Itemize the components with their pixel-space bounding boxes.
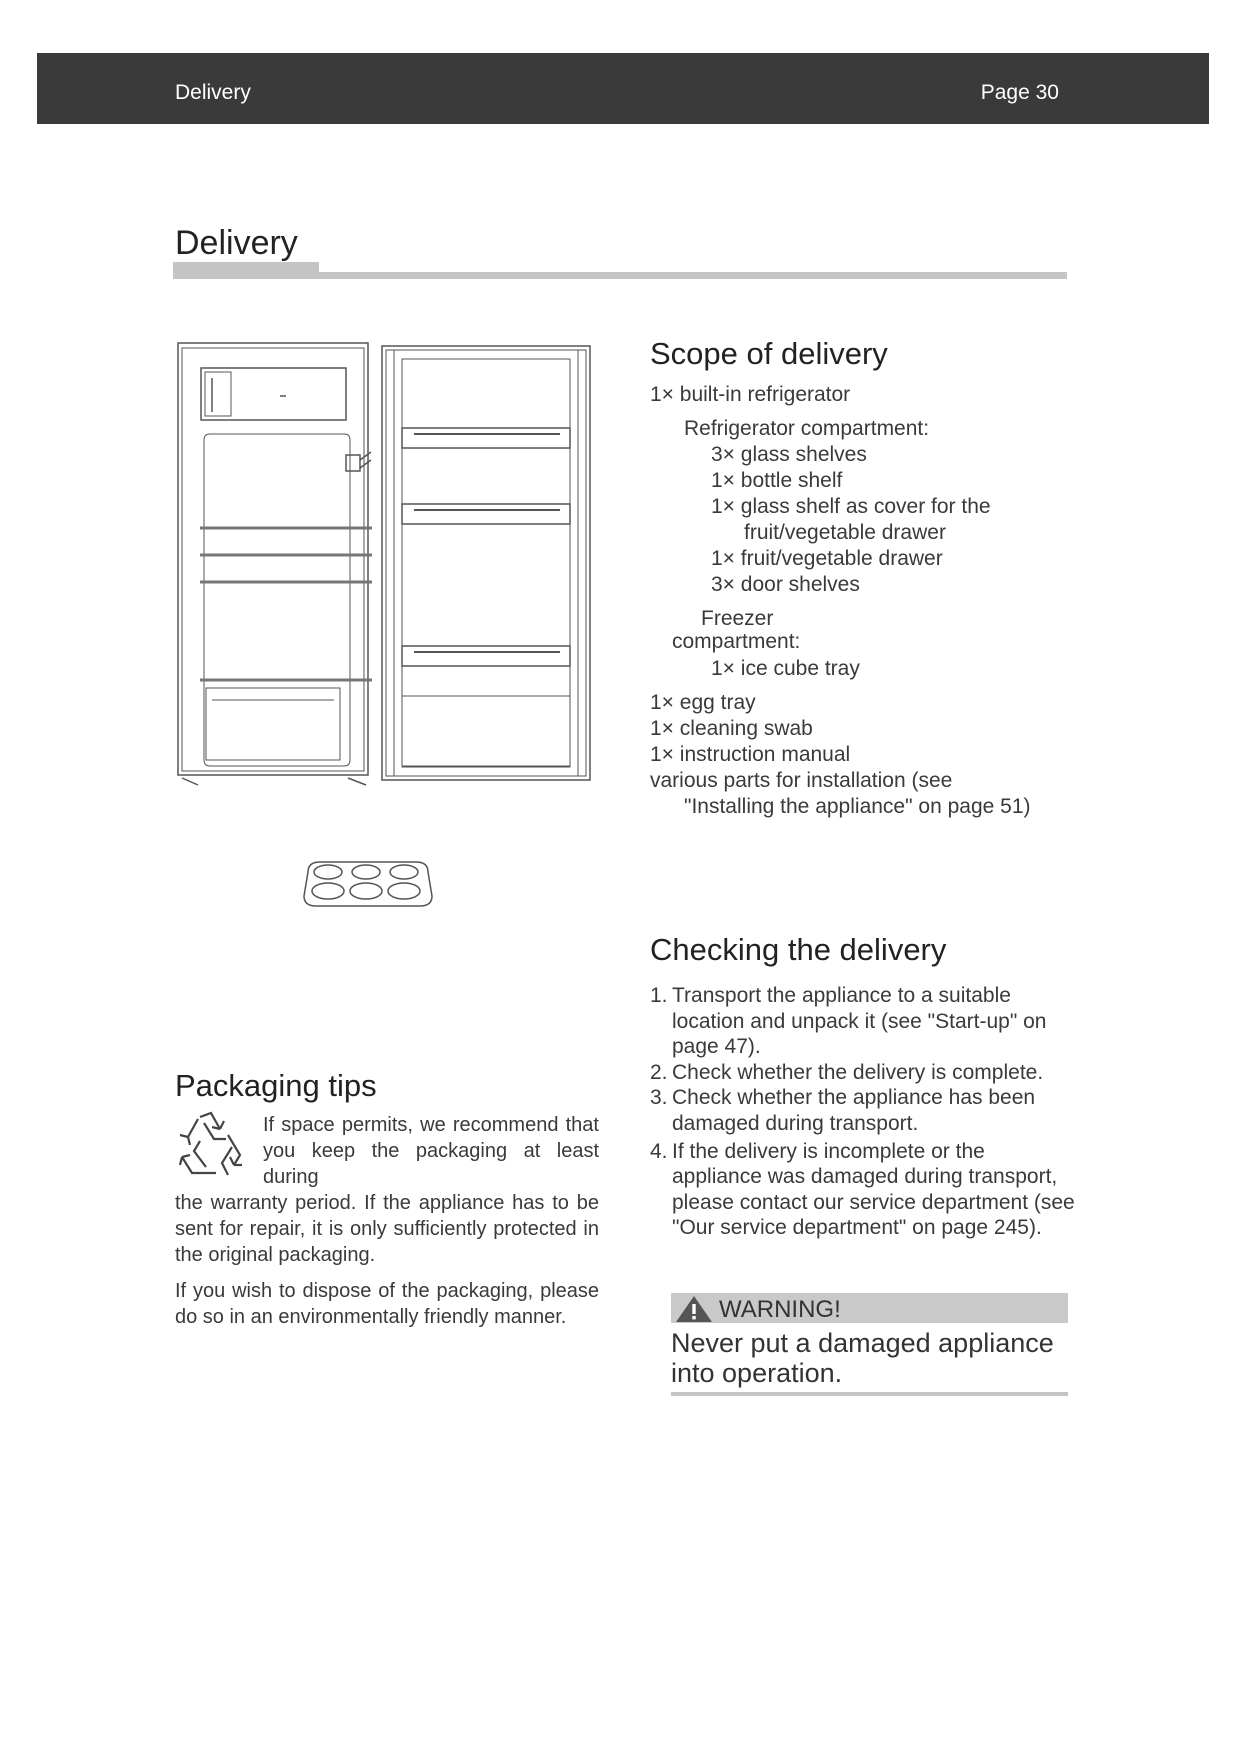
scope-list [650, 382, 1080, 820]
scope-item: 1× instruction manual [650, 743, 851, 766]
packaging-dispose: If you wish to dispose of the packaging, please do so in an environmentally friendly manner. [175, 1280, 599, 1328]
checking-step: 1. Transport the appliance to a suitable location and unpack it (see "Start-up" on page 47). [650, 984, 1047, 1059]
scope-subitem: 1× bottle shelf [711, 469, 843, 492]
packaging-heading: Packaging tips [175, 1068, 377, 1103]
packaging-text [175, 1112, 599, 1330]
scope-item: various parts for installation (see [650, 769, 953, 792]
warning-rule [671, 1392, 1068, 1396]
header-section: Delivery [175, 81, 251, 104]
header-bar [37, 53, 1209, 124]
refrigerator-illustration [176, 340, 596, 790]
checking-heading: Checking the delivery [650, 932, 947, 967]
warning-bar [671, 1293, 1068, 1323]
freezer-label-continued: compartment: [672, 630, 801, 653]
egg-tray-illustration [300, 858, 436, 910]
packaging-intro: If space permits, we recommend that you keep the packaging at least during [263, 1114, 599, 1188]
fridge-compartment-label: Refrigerator compartment: [684, 417, 930, 440]
scope-subitem: 3× door shelves [711, 573, 860, 596]
scope-subitem: 1× ice cube tray [711, 657, 860, 680]
freezer-label: Freezer [701, 607, 774, 630]
scope-item-continued: "Installing the appliance" on page 51) [684, 795, 1031, 818]
scope-item: 1× egg tray [650, 691, 756, 714]
checking-steps [650, 983, 1080, 1241]
scope-item-fridge: 1× built-in refrigerator [650, 383, 851, 406]
scope-item: 1× cleaning swab [650, 717, 813, 740]
warning-message: Never put a damaged appliance into operation. [671, 1328, 1054, 1388]
checking-step: 3. Check whether the appliance has been damaged during transport. [650, 1086, 1036, 1135]
header-page-number: Page 30 [980, 81, 1059, 104]
packaging-continuation: the warranty period. If the appliance has to be sent for repair, it is only sufficiently protected in the original packaging. [175, 1192, 599, 1266]
warning-triangle-icon [675, 1295, 713, 1323]
scope-subitem-continued: fruit/vegetable drawer [744, 521, 946, 544]
scope-subitem: 1× glass shelf as cover for the [711, 495, 991, 518]
scope-subitem: 1× fruit/vegetable drawer [711, 547, 943, 570]
scope-subitem: 3× glass shelves [711, 443, 867, 466]
checking-step: 4. If the delivery is incomplete or the appliance was damaged during transport, please contact our service department (see "Our service department" on page 245). [650, 1139, 1075, 1240]
scope-heading: Scope of delivery [650, 336, 888, 371]
page-title: Delivery [175, 224, 298, 262]
warning-label: WARNING! [719, 1296, 841, 1323]
title-rule [173, 272, 1067, 279]
warning-box [671, 1293, 1068, 1396]
checking-step: 2. Check whether the delivery is complete. [650, 1060, 1044, 1084]
